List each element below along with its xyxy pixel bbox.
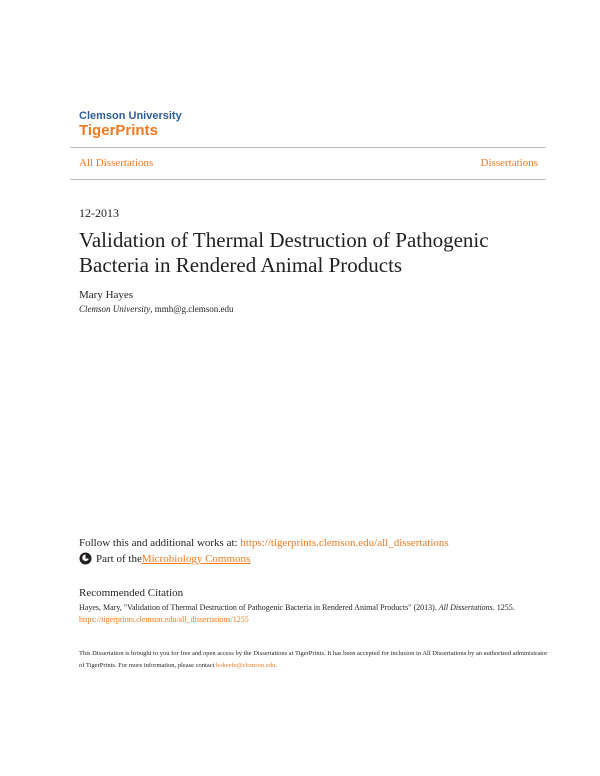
citation-heading: Recommended Citation — [79, 587, 184, 599]
citation-text: Hayes, Mary, "Validation of Thermal Destruction of Pathogenic Bacteria in Rendered Animal Products" (2013). — [79, 603, 439, 612]
contact-email-link[interactable]: kokeefe@clemson.edu — [216, 662, 276, 669]
citation-number: . 1255. — [492, 603, 515, 612]
follow-url-link[interactable]: https://tigerprints.clemson.edu/all_dissertations — [240, 537, 449, 549]
publication-date: 12-2013 — [79, 206, 119, 220]
dissertations-link[interactable]: Dissertations — [480, 157, 538, 169]
part-of-text: Part of the — [96, 552, 142, 565]
author-email: mmh@g.clemson.edu — [154, 304, 234, 314]
citation-body — [79, 602, 549, 626]
bottom-divider — [70, 179, 546, 180]
notice-text: This Dissertation is brought to you for free and open access by the Dissertations at TigerPrints. It has been accepted for inclusion in All Dissertations by an authorized administrator of TigerPrints. For more information, please contact — [79, 650, 548, 669]
microbiology-commons-link[interactable]: Microbiology Commons — [141, 552, 251, 565]
university-name: Clemson University — [79, 110, 182, 122]
document-title: Validation of Thermal Destruction of Pathogenic Bacteria in Rendered Animal Products — [79, 228, 489, 277]
access-notice — [79, 648, 549, 672]
all-dissertations-link[interactable]: All Dissertations — [79, 157, 154, 169]
follow-text: Follow this and additional works at: — [79, 537, 241, 549]
top-divider — [70, 147, 546, 148]
repository-logo-text[interactable]: TigerPrints — [79, 122, 158, 139]
affiliation-name: Clemson University — [79, 304, 151, 314]
open-access-icon — [79, 552, 92, 565]
author-name: Mary Hayes — [79, 289, 134, 301]
follow-line — [79, 537, 449, 549]
citation-url-link[interactable]: https://tigerprints.clemson.edu/all_dissertations/1255 — [79, 615, 249, 624]
part-of-line — [79, 552, 250, 565]
author-affiliation: Clemson University, mmh@g.clemson.edu — [79, 304, 234, 314]
citation-series: All Dissertations — [438, 603, 493, 612]
notice-end: . — [275, 662, 277, 669]
